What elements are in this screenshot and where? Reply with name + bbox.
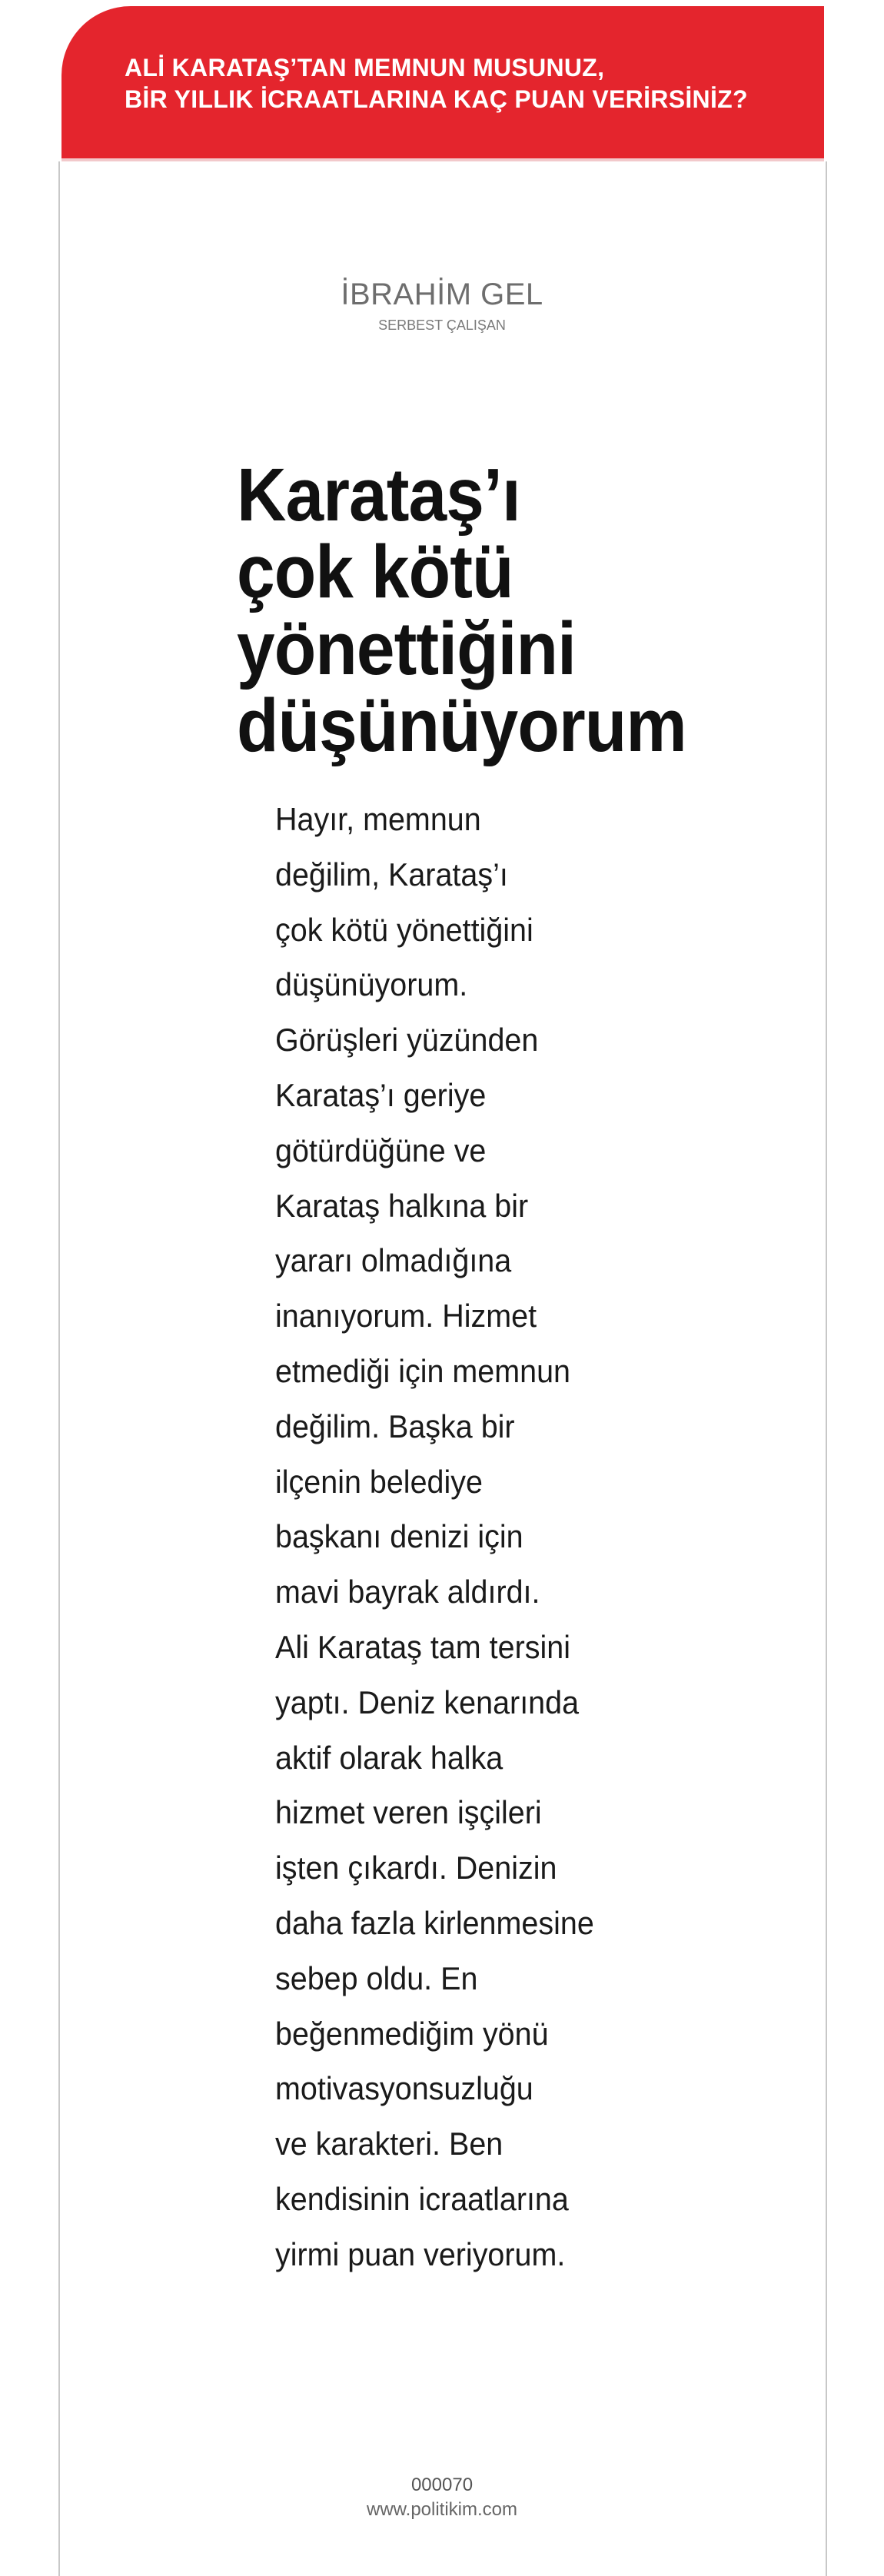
article-body: Hayır, memnun değilim, Karataş’ı çok kötü yönettiğini düşünüyorum. Görüşleri yüzünden Karataş’ı geriye götürdüğüne ve Karataş halkına bir yararı olmadığına inanıyorum. Hizmet etmediği için memnun değilim. Başka bir ilçenin belediye başkanı denizi için mavi bayrak aldırdı. Ali Karataş tam tersini yaptı. Deniz kenarında aktif olarak halka hizmet veren işçileri işten çıkardı. Denizin daha fazla kirlenmesine sebep oldu. En beğenmediğim yönü motivasyonsuzluğu ve karakteri. Ben kendisinin icraatlarına yirmi puan veriyorum. [275, 801, 594, 2272]
page-frame-left-border [58, 161, 60, 2576]
footer-url: www.politikim.com [366, 2499, 518, 2520]
author-name: İBRAHİM GEL [341, 278, 543, 311]
banner-shadow [61, 158, 824, 161]
author-block [0, 277, 884, 335]
question-banner [61, 6, 824, 158]
banner-question-line-2: BİR YILLIK İCRAATLARINA KAÇ PUAN VERİRSİNİZ? [125, 85, 748, 113]
author-role: SERBEST ÇALIŞAN [378, 317, 506, 333]
footer-code: 000070 [410, 2475, 474, 2495]
page-footer [0, 2473, 884, 2522]
page-frame-right-border [826, 161, 827, 2576]
article-headline: Karataş’ı çok kötü yönettiğini düşünüyorum [237, 453, 686, 767]
banner-question-line-1: ALİ KARATAŞ’TAN MEMNUN MUSUNUZ, [125, 54, 605, 81]
